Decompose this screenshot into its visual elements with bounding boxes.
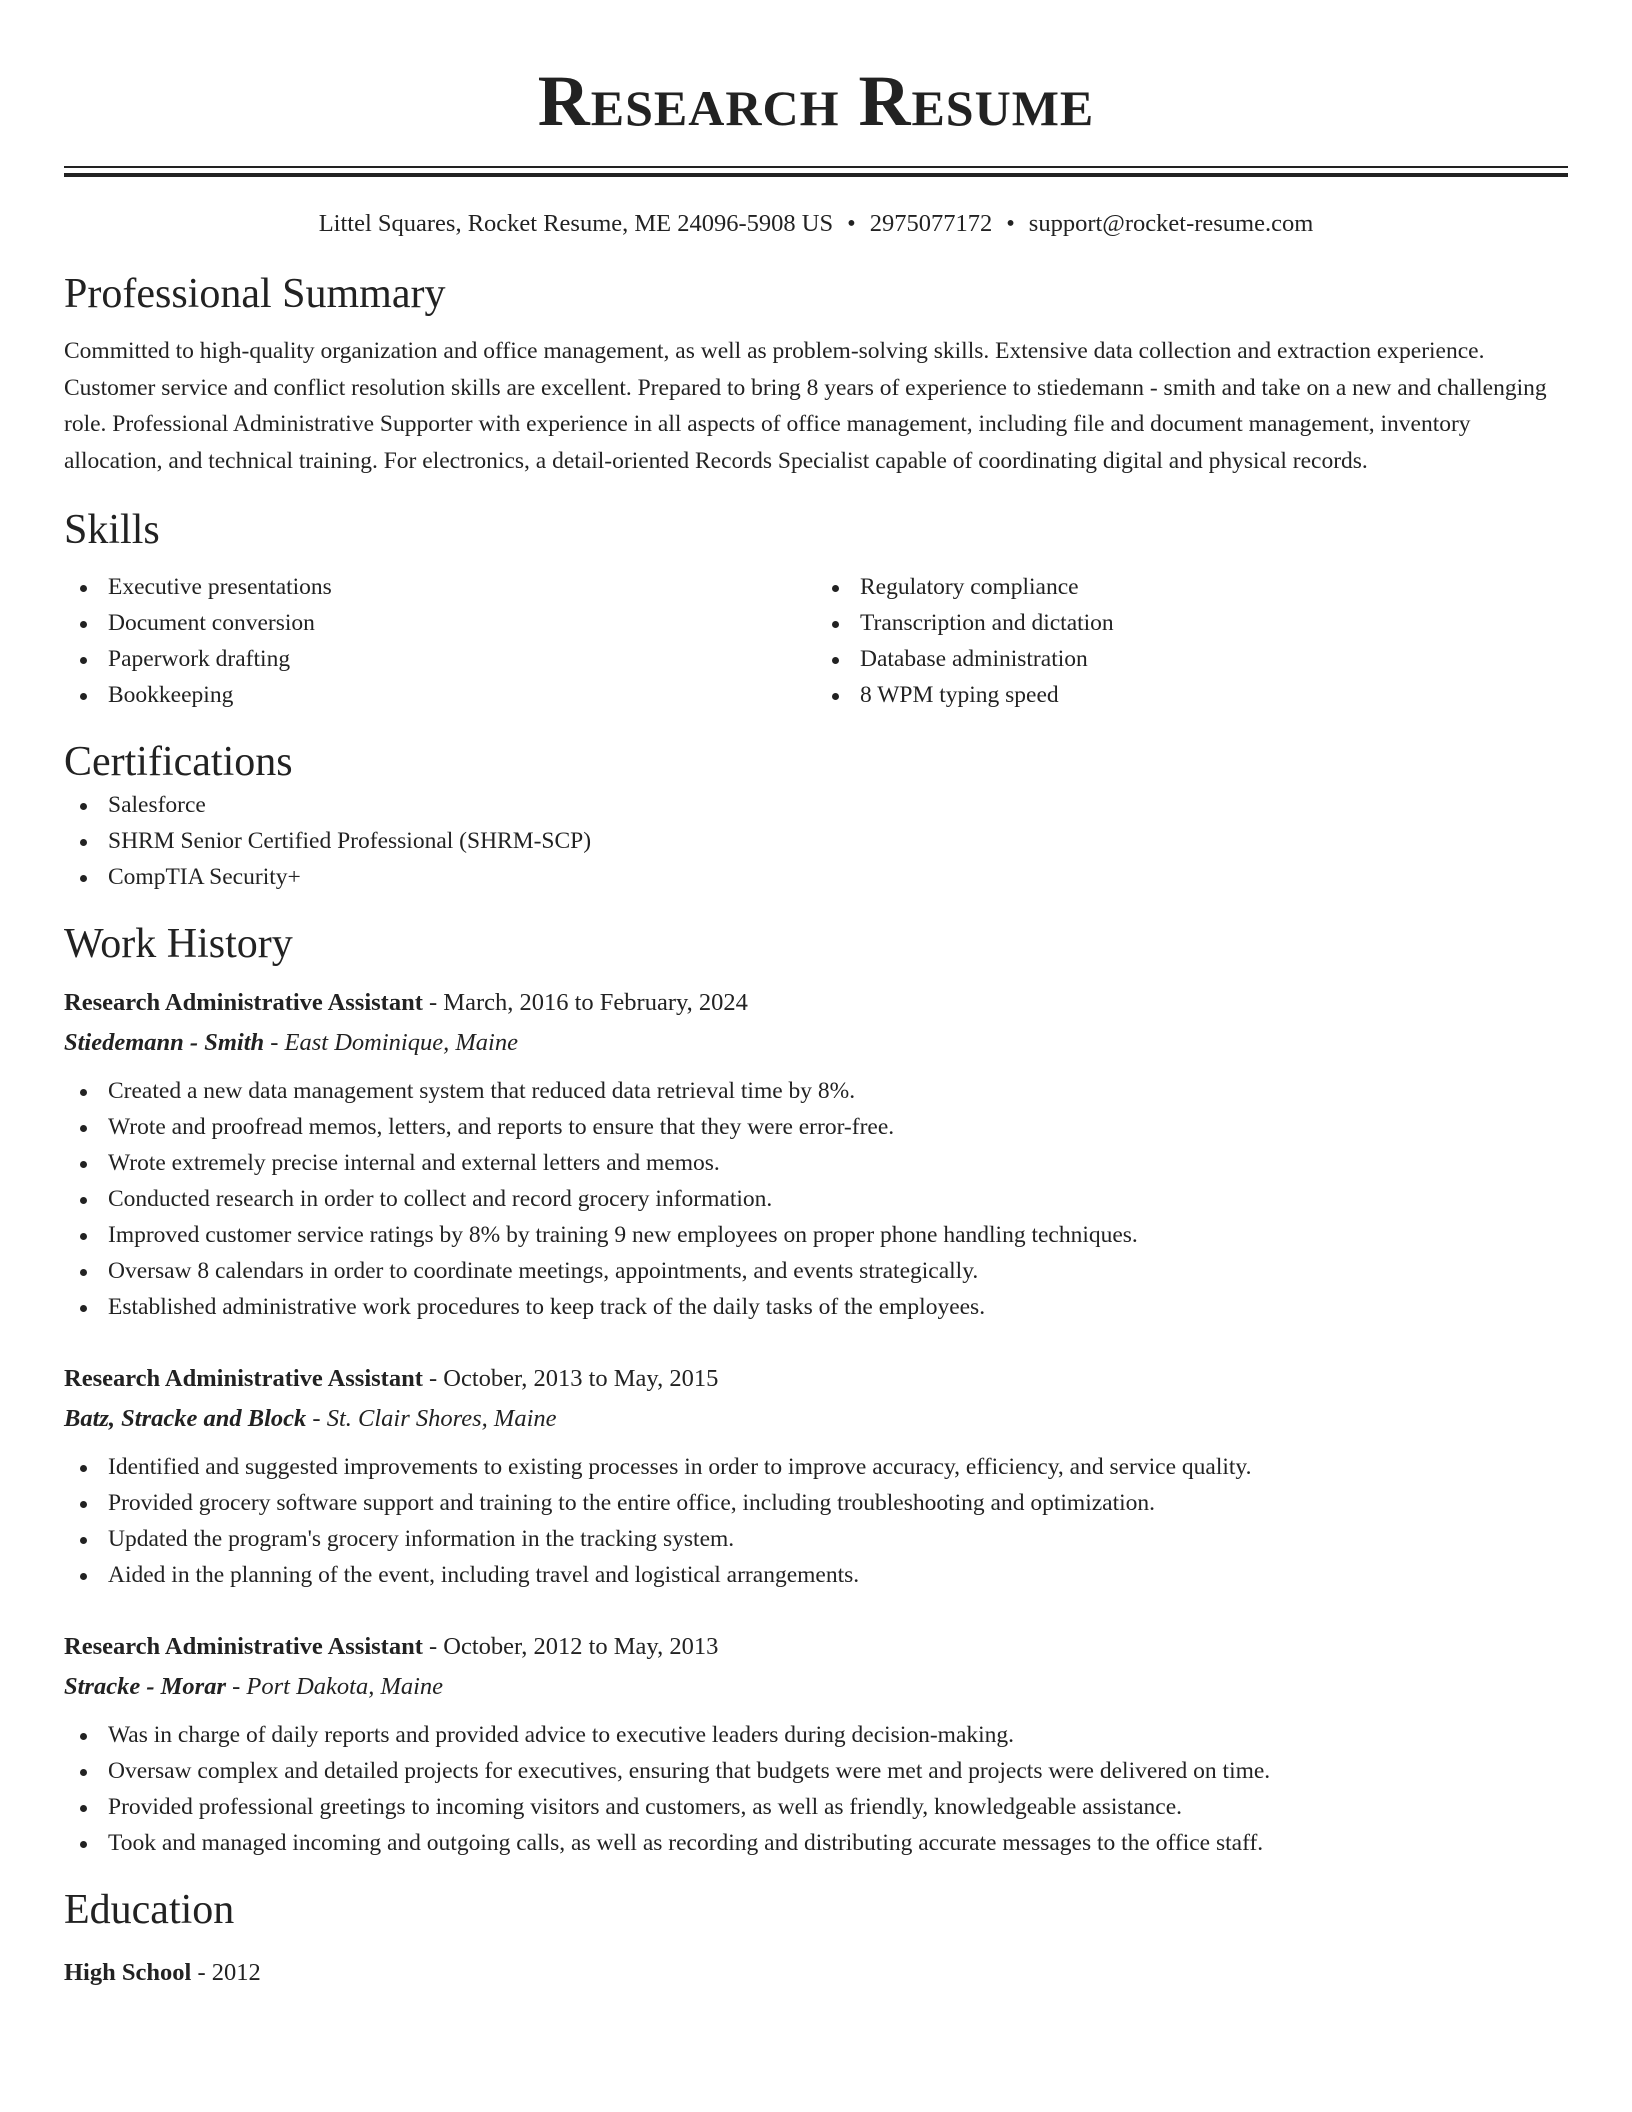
job-role: Research Administrative Assistant (64, 1365, 423, 1392)
certification-item: Salesforce (64, 787, 1568, 823)
skill-item: 8 WPM typing speed (816, 677, 1568, 713)
skill-item: Paperwork drafting (64, 641, 816, 677)
skill-item: Database administration (816, 641, 1568, 677)
work-history-title: Work History (64, 921, 293, 967)
job-bullet: Aided in the planning of the event, including travel and logistical arrangements. (64, 1557, 1568, 1593)
contact-separator: • (1006, 210, 1015, 237)
contact-separator: • (847, 210, 856, 237)
education-school: High School (64, 1959, 192, 1986)
skill-item: Bookkeeping (64, 677, 816, 713)
job-bullet: Conducted research in order to collect and record grocery information. (64, 1181, 1568, 1217)
job-bullet: Updated the program's grocery information in the tracking system. (64, 1521, 1568, 1557)
skills-grid (64, 569, 1568, 713)
skills-column-right (816, 569, 1568, 713)
skills-list-left (64, 569, 816, 713)
job-dates: - October, 2013 to May, 2015 (429, 1365, 719, 1392)
job-location: - East Dominique, Maine (270, 1029, 518, 1056)
summary-title: Professional Summary (64, 271, 446, 317)
job-company: Stracke - Morar (64, 1673, 226, 1700)
skill-item: Document conversion (64, 605, 816, 641)
job-heading (64, 1359, 1568, 1399)
education-title: Education (64, 1887, 235, 1933)
job-entry (64, 1359, 1568, 1593)
job-company: Batz, Stracke and Block (64, 1405, 307, 1432)
education-year: - 2012 (197, 1959, 261, 1986)
skills-list-right (816, 569, 1568, 713)
job-dates: - March, 2016 to February, 2024 (429, 989, 748, 1016)
job-employer (64, 1023, 1568, 1063)
contact-line (64, 209, 1568, 239)
contact-phone: 2975077172 (869, 210, 993, 237)
job-bullet: Improved customer service ratings by 8% by training 9 new employees on proper phone handling techniques. (64, 1217, 1568, 1253)
skills-column-left (64, 569, 816, 713)
job-entry (64, 983, 1568, 1325)
summary-text: Committed to high-quality organization and office management, as well as problem-solving skills. Extensive data collection and extraction experience. Customer service and conflict resolution skills are excellent. Prepared to bring 8 years of experience to stiedemann - smith and take on a new and challenging role. Professional Administrative Supporter with experience in all aspects of office management, including file and document management, inventory allocation, and technical training. For electronics, a detail-oriented Records Specialist capable of coordinating digital and physical records. (64, 338, 1547, 474)
skill-item: Regulatory compliance (816, 569, 1568, 605)
job-bullet: Created a new data management system that reduced data retrieval time by 8%. (64, 1073, 1568, 1109)
header-rule-thin (64, 166, 1568, 168)
skill-item: Transcription and dictation (816, 605, 1568, 641)
job-bullets (64, 1073, 1568, 1325)
job-bullet: Took and managed incoming and outgoing calls, as well as recording and distributing accurate messages to the office staff. (64, 1825, 1568, 1861)
job-role: Research Administrative Assistant (64, 1633, 423, 1660)
contact-email: support@rocket-resume.com (1028, 210, 1314, 237)
job-entry (64, 1627, 1568, 1861)
job-bullets (64, 1717, 1568, 1861)
job-bullet: Identified and suggested improvements to existing processes in order to improve accuracy, efficiency, and service quality. (64, 1449, 1568, 1485)
job-bullet: Oversaw 8 calendars in order to coordinate meetings, appointments, and events strategically. (64, 1253, 1568, 1289)
job-bullet: Provided grocery software support and training to the entire office, including troubleshooting and optimization. (64, 1485, 1568, 1521)
job-bullet: Wrote and proofread memos, letters, and reports to ensure that they were error-free. (64, 1109, 1568, 1145)
certifications-list (64, 787, 1568, 895)
job-bullets (64, 1449, 1568, 1593)
job-location: - St. Clair Shores, Maine (312, 1405, 557, 1432)
certifications-title: Certifications (64, 739, 293, 785)
job-location: - Port Dakota, Maine (232, 1673, 444, 1700)
job-employer (64, 1667, 1568, 1707)
job-bullet: Established administrative work procedures to keep track of the daily tasks of the employees. (64, 1289, 1568, 1325)
skills-title: Skills (64, 507, 160, 553)
certification-item: CompTIA Security+ (64, 859, 1568, 895)
job-heading (64, 1627, 1568, 1667)
job-bullet: Oversaw complex and detailed projects for executives, ensuring that budgets were met and projects were delivered on time. (64, 1753, 1568, 1789)
certification-item: SHRM Senior Certified Professional (SHRM-SCP) (64, 823, 1568, 859)
education-entry (64, 1953, 1568, 1993)
header-rule-thick (64, 173, 1568, 177)
job-bullet: Provided professional greetings to incoming visitors and customers, as well as friendly, knowledgeable assistance. (64, 1789, 1568, 1825)
job-dates: - October, 2012 to May, 2013 (429, 1633, 719, 1660)
job-bullet: Was in charge of daily reports and provided advice to executive leaders during decision-making. (64, 1717, 1568, 1753)
job-employer (64, 1399, 1568, 1439)
contact-address: Littel Squares, Rocket Resume, ME 24096-5908 US (318, 210, 834, 237)
skill-item: Executive presentations (64, 569, 816, 605)
job-heading (64, 983, 1568, 1023)
job-company: Stiedemann - Smith (64, 1029, 265, 1056)
resume-content (64, 0, 1568, 1993)
job-role: Research Administrative Assistant (64, 989, 423, 1016)
job-bullet: Wrote extremely precise internal and external letters and memos. (64, 1145, 1568, 1181)
resume-name: Research Resume (537, 61, 1095, 141)
